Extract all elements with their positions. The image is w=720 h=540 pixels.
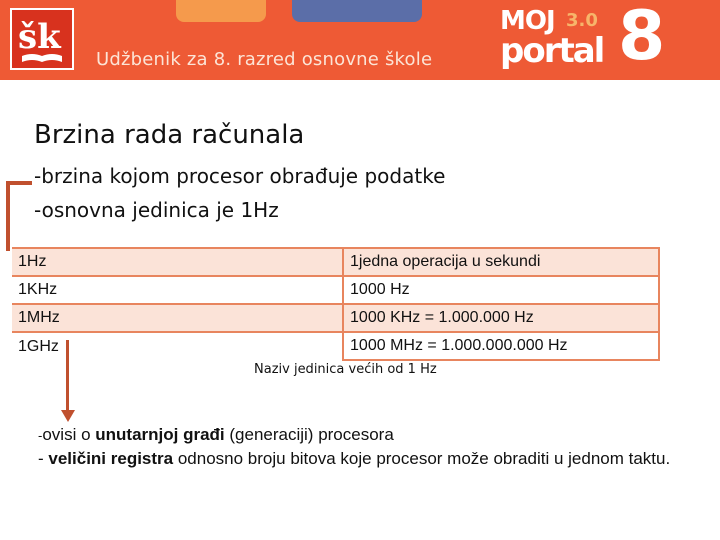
lower-line-text: - [38,449,49,468]
bullet-base-unit: -osnovna jedinica je 1Hz [34,198,279,222]
unit-cell: 1KHz [12,276,343,304]
lower-line-emphasis: veličini registra [48,449,174,468]
header-tab-orange [176,0,266,22]
table-caption: Naziv jedinica većih od 1 Hz [254,362,437,377]
portal-logo-name: portal [500,31,604,71]
portal-logo-moj: MOJ [500,6,555,36]
portal-logo-grade: 8 [618,0,666,76]
lower-line-text: odnosno broju bitova koje procesor može obraditi u jednom taktu. [173,449,671,468]
publisher-logo-icon [16,12,68,66]
table-row [12,276,659,304]
value-cell: 1000 KHz = 1.000.000 Hz [343,304,659,332]
lower-line-text: ovisi o [42,425,96,444]
value-cell: 1jedna operacija u sekundi [343,248,659,276]
lower-line-text: (generaciji) procesora [224,425,394,444]
lower-line-register [38,448,678,470]
table-row [12,248,659,276]
header-subtitle: Udžbenik za 8. razred osnovne škole [96,49,433,70]
table-row [12,332,659,360]
portal-logo-version: 3.0 [566,10,598,31]
bracket-connector-vertical [6,183,10,251]
value-cell: 1000 MHz = 1.000.000.000 Hz [343,332,659,360]
unit-cell: 1MHz [12,304,343,332]
svg-text:šk: šk [18,17,61,57]
table-row [12,304,659,332]
value-cell: 1000 Hz [343,276,659,304]
bullet-definition: -brzina kojom procesor obrađuje podatke [34,164,446,188]
header-banner [0,0,720,80]
lower-line-architecture [38,424,678,447]
unit-cell: 1GHz [12,332,343,360]
arrow-shaft [66,340,69,412]
arrow-down-icon [61,410,75,422]
units-table [12,247,660,361]
slide-title: Brzina rada računala [34,120,305,150]
header-tab-blue [292,0,422,22]
publisher-logo [10,8,74,70]
unit-cell: 1Hz [12,248,343,276]
lower-line-dash: - [38,428,43,443]
lower-line-emphasis: unutarnjoj građi [95,425,225,444]
